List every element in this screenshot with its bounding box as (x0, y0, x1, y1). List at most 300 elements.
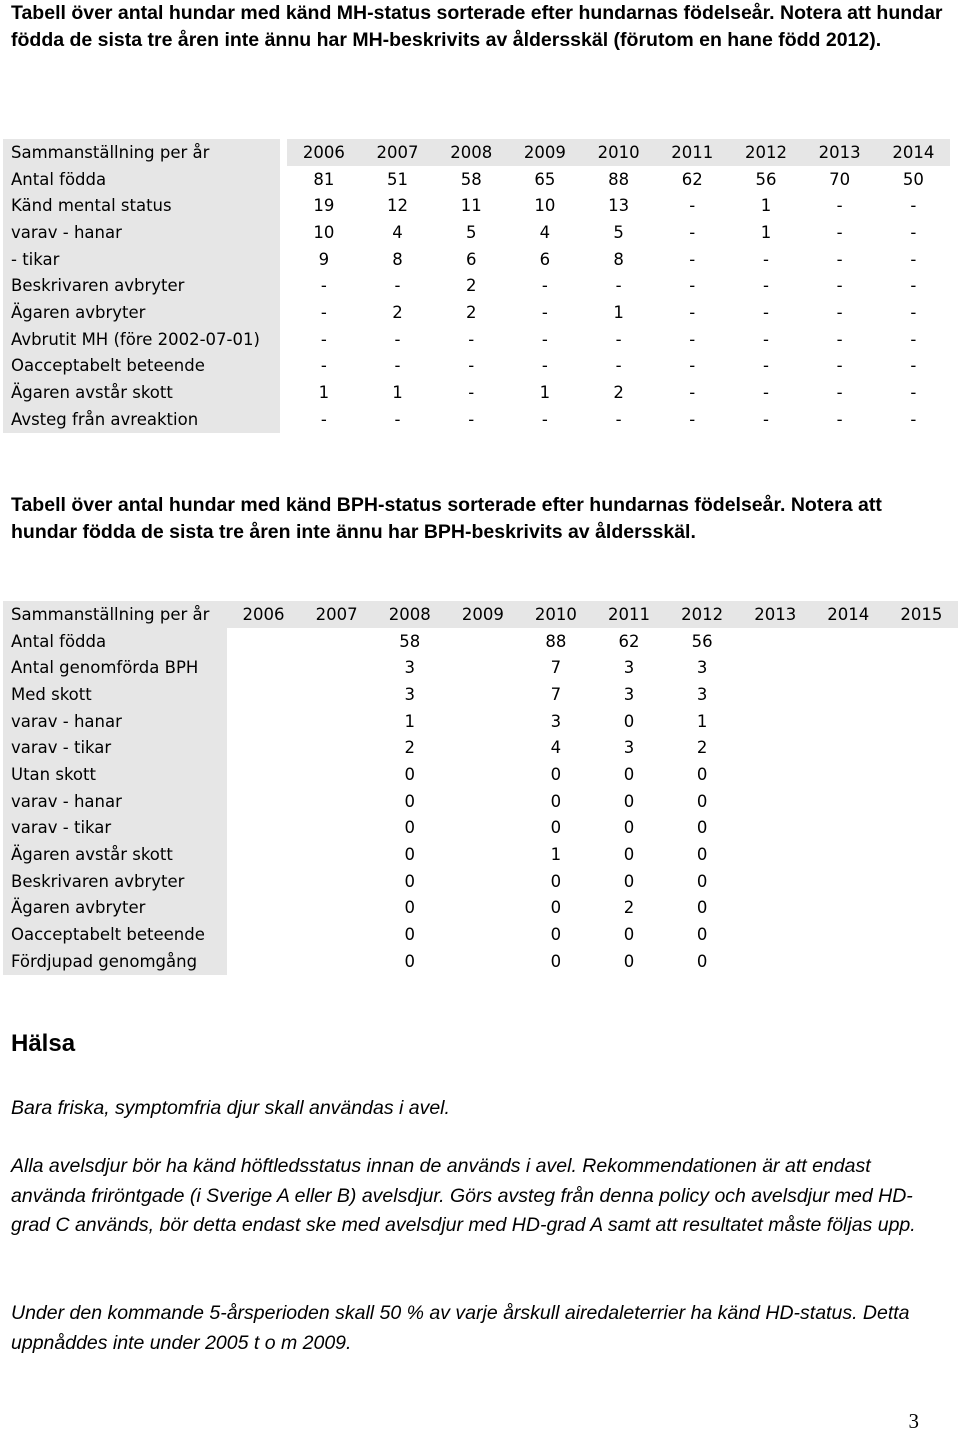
table-cell (812, 654, 885, 681)
row-gap (280, 246, 287, 273)
table-cell (739, 681, 812, 708)
table-cell (446, 815, 519, 842)
table-cell: - (910, 302, 917, 322)
table-cell: - (689, 329, 696, 349)
table-cell: - (762, 302, 769, 322)
table-cell: - (910, 356, 917, 376)
table-cell: - (762, 329, 769, 349)
row-label: varav - tikar (3, 734, 227, 761)
table-cell (885, 708, 958, 735)
row-label: Beskrivaren avbryter (3, 272, 280, 299)
table-cell: - (910, 383, 917, 403)
row-gap (280, 353, 287, 380)
table-cell: 5 (613, 222, 624, 242)
table-cell: 0 (623, 845, 635, 865)
table-cell (885, 895, 958, 922)
row-gap (280, 326, 287, 353)
table-cell: 0 (623, 764, 635, 784)
table-cell: - (541, 276, 548, 296)
table-cell: 10 (313, 222, 335, 242)
row-label: Antal födda (3, 166, 280, 193)
table-row (3, 379, 950, 406)
bph-table-heading: Tabell över antal hundar med känd BPH-status sorterade efter hundarnas födelseår. Notera att hundar födda de sista tre åren inte ännu har BPH-beskrivits av åldersskäl. (11, 494, 882, 543)
table-cell: 2 (613, 383, 624, 403)
table-cell: 0 (550, 791, 562, 811)
table-cell: 0 (623, 711, 635, 731)
table-cell: - (762, 249, 769, 269)
year-header: 2012 (729, 139, 803, 166)
table-cell (446, 841, 519, 868)
table-cell: 56 (755, 169, 777, 189)
table-cell: 62 (618, 631, 640, 651)
table-cell: 1 (696, 711, 708, 731)
table-cell: 3 (550, 711, 562, 731)
table-cell (300, 654, 373, 681)
table-cell: 0 (404, 871, 415, 891)
table-cell: 3 (623, 738, 635, 758)
row-label: Känd mental status (3, 192, 280, 219)
table-cell (739, 654, 812, 681)
table-cell (739, 734, 812, 761)
table-cell (300, 868, 373, 895)
table-row (3, 841, 958, 868)
table-cell: 3 (623, 684, 635, 704)
table-cell (227, 734, 300, 761)
table-cell: 3 (404, 684, 415, 704)
table-cell: 0 (550, 951, 562, 971)
table-cell: 1 (550, 845, 562, 865)
table-cell: - (910, 409, 917, 429)
row-label: Antal genomförda BPH (3, 654, 227, 681)
table-cell (300, 734, 373, 761)
table-cell: 0 (696, 791, 708, 811)
table-cell (300, 761, 373, 788)
table-cell: - (689, 302, 696, 322)
row-gap (280, 379, 287, 406)
table-cell (812, 761, 885, 788)
page-number: 3 (908, 1409, 919, 1433)
mh-status-table (3, 139, 950, 433)
table-cell: - (910, 329, 917, 349)
table-cell: - (910, 222, 917, 242)
table-cell: - (836, 249, 843, 269)
table-cell: 1 (318, 383, 330, 403)
table-cell (885, 761, 958, 788)
row-label: Fördjupad genomgång (3, 948, 227, 975)
table-cell (812, 895, 885, 922)
row-label: Antal födda (3, 628, 227, 655)
table-cell: - (836, 196, 843, 216)
table-cell: 51 (387, 169, 409, 189)
table-cell (227, 654, 300, 681)
table-cell (739, 921, 812, 948)
table-cell: 0 (623, 818, 635, 838)
table-cell (885, 681, 958, 708)
table-cell: 0 (696, 764, 708, 784)
row-label: varav - tikar (3, 815, 227, 842)
table-cell (446, 654, 519, 681)
table-cell (300, 681, 373, 708)
table-cell: 0 (404, 951, 415, 971)
table-cell: - (615, 276, 622, 296)
table-cell (446, 628, 519, 655)
table-cell: 19 (313, 196, 335, 216)
table-cell (227, 761, 300, 788)
table-row (3, 708, 958, 735)
year-header: 2012 (666, 601, 739, 628)
table-row (3, 654, 958, 681)
table-cell: 9 (318, 249, 330, 269)
table-row (3, 868, 958, 895)
table-row (3, 326, 950, 353)
table-cell (812, 868, 885, 895)
table-cell (812, 734, 885, 761)
year-header: 2006 (227, 601, 300, 628)
table-cell (227, 708, 300, 735)
table-cell: - (394, 356, 401, 376)
year-header: 2007 (361, 139, 435, 166)
table-cell: 6 (465, 249, 477, 269)
table-cell: 88 (545, 631, 567, 651)
row-label: Med skott (3, 681, 227, 708)
row-gap (280, 406, 287, 433)
table-cell: 0 (550, 925, 562, 945)
table-cell (446, 948, 519, 975)
table-cell: 0 (404, 764, 415, 784)
table-cell: - (541, 409, 548, 429)
table-cell: - (320, 409, 327, 429)
table-cell (885, 815, 958, 842)
table-cell: 13 (608, 196, 630, 216)
table-cell (227, 868, 300, 895)
table-cell: 0 (696, 845, 708, 865)
table-cell (227, 788, 300, 815)
table-cell (300, 921, 373, 948)
table-cell: - (615, 409, 622, 429)
table-cell: 56 (691, 631, 713, 651)
table-cell (885, 734, 958, 761)
row-label: Oacceptabelt beteende (3, 353, 280, 380)
row-label: Ägaren avstår skott (3, 379, 280, 406)
table-cell: 3 (696, 658, 708, 678)
table-cell: 81 (313, 169, 335, 189)
table-cell (446, 708, 519, 735)
table-cell: - (394, 329, 401, 349)
halsa-paragraph: Bara friska, symptomfria djur skall användas i avel. (11, 1097, 450, 1119)
table-cell: 7 (550, 658, 562, 678)
table-cell: 0 (696, 898, 708, 918)
table-cell: 10 (534, 196, 556, 216)
table-cell: 0 (623, 925, 635, 945)
header-gap (280, 139, 287, 166)
row-label: varav - hanar (3, 708, 227, 735)
table-cell (300, 788, 373, 815)
row-label: Ägaren avbryter (3, 299, 280, 326)
table-cell (812, 841, 885, 868)
table-cell: 12 (387, 196, 409, 216)
table-cell: - (910, 196, 917, 216)
table-cell: 8 (613, 249, 624, 269)
table-cell: 11 (460, 196, 482, 216)
year-header: 2015 (885, 601, 958, 628)
table-cell: - (468, 409, 475, 429)
row-gap (280, 192, 287, 219)
year-header: 2014 (877, 139, 951, 166)
row-label: varav - hanar (3, 219, 280, 246)
table-cell (227, 895, 300, 922)
table-cell: - (910, 249, 917, 269)
table-cell: 50 (902, 169, 924, 189)
table-cell (300, 815, 373, 842)
table-row (3, 246, 950, 273)
year-header: 2006 (287, 139, 361, 166)
table-cell (885, 948, 958, 975)
row-label: Beskrivaren avbryter (3, 868, 227, 895)
table-cell: 0 (550, 871, 562, 891)
table-cell (739, 895, 812, 922)
row-label: Utan skott (3, 761, 227, 788)
table-cell: 0 (696, 951, 708, 971)
table-cell: 70 (829, 169, 851, 189)
table-cell (300, 895, 373, 922)
table-cell: 2 (392, 302, 403, 322)
table-cell (885, 868, 958, 895)
table-cell: 3 (404, 658, 415, 678)
table-cell: 0 (404, 845, 415, 865)
row-label: Ägaren avstår skott (3, 841, 227, 868)
year-header: 2008 (434, 139, 508, 166)
year-header: 2011 (655, 139, 729, 166)
row-label: varav - hanar (3, 788, 227, 815)
table-cell: 4 (392, 222, 403, 242)
table-cell: - (689, 409, 696, 429)
table-cell: - (541, 302, 548, 322)
table-cell (446, 761, 519, 788)
year-header: 2013 (739, 601, 812, 628)
year-header: 2009 (446, 601, 519, 628)
table-cell (739, 628, 812, 655)
table-row (3, 219, 950, 246)
header-label: Sammanställning per år (3, 139, 280, 166)
table-row (3, 192, 950, 219)
table-cell (446, 921, 519, 948)
table-cell: 88 (608, 169, 630, 189)
table-row (3, 166, 950, 193)
table-cell: 0 (404, 898, 415, 918)
table-cell: - (541, 356, 548, 376)
table-cell: - (468, 383, 475, 403)
table-header-row (3, 139, 950, 166)
halsa-paragraph: Under den kommande 5-årsperioden skall 50 % av varje årskull airedaleterrier ha känd HD-status. Detta uppnåddes inte under 2005 t o m 2009. (11, 1302, 910, 1354)
table-cell: - (689, 249, 696, 269)
row-gap (280, 299, 287, 326)
table-cell (446, 681, 519, 708)
table-cell: - (836, 302, 843, 322)
table-cell: 1 (760, 196, 772, 216)
table-cell: - (762, 276, 769, 296)
table-cell (885, 921, 958, 948)
table-cell (812, 708, 885, 735)
table-row (3, 734, 958, 761)
year-header: 2009 (508, 139, 582, 166)
table-cell: - (394, 409, 401, 429)
table-cell: 1 (539, 383, 551, 403)
table-cell: 4 (550, 738, 562, 758)
table-cell (227, 815, 300, 842)
year-header: 2007 (300, 601, 373, 628)
table-cell: 0 (404, 818, 415, 838)
table-cell (446, 895, 519, 922)
table-cell: - (394, 276, 401, 296)
table-cell: - (762, 356, 769, 376)
table-cell: 0 (696, 871, 708, 891)
table-cell: - (836, 409, 843, 429)
table-cell: 2 (623, 898, 635, 918)
table-cell (812, 948, 885, 975)
table-cell (739, 761, 812, 788)
table-cell (739, 841, 812, 868)
table-row (3, 895, 958, 922)
row-label: Ägaren avbryter (3, 895, 227, 922)
table-cell: 0 (623, 791, 635, 811)
table-cell (885, 628, 958, 655)
table-cell: - (910, 276, 917, 296)
table-cell (300, 841, 373, 868)
table-cell: - (541, 329, 548, 349)
row-label: Oacceptabelt beteende (3, 921, 227, 948)
table-cell (227, 948, 300, 975)
table-row (3, 272, 950, 299)
table-cell: 0 (623, 871, 635, 891)
table-cell: 58 (460, 169, 482, 189)
table-row (3, 815, 958, 842)
header-label: Sammanställning per år (3, 601, 227, 628)
table-cell: 2 (404, 738, 415, 758)
table-cell: 1 (404, 711, 415, 731)
table-cell (812, 921, 885, 948)
row-label: Avbrutit MH (före 2002-07-01) (3, 326, 280, 353)
table-cell: 2 (465, 302, 477, 322)
year-header: 2013 (803, 139, 877, 166)
section-title-halsa: Hälsa (11, 1030, 76, 1057)
table-cell: - (836, 329, 843, 349)
table-cell: - (836, 222, 843, 242)
row-label: - tikar (3, 246, 280, 273)
table-cell: 1 (760, 222, 772, 242)
table-cell: 0 (696, 925, 708, 945)
mh-table-heading: Tabell över antal hundar med känd MH-status sorterade efter hundarnas födelseår. Notera att hundar födda de sista tre åren inte ännu har MH-beskrivits av åldersskäl (förutom en hane född 2012). (11, 2, 943, 51)
table-cell: - (689, 196, 696, 216)
table-cell (739, 948, 812, 975)
row-label: Avsteg från avreaktion (3, 406, 280, 433)
table-row (3, 681, 958, 708)
table-cell: 0 (404, 791, 415, 811)
table-cell (739, 788, 812, 815)
table-row (3, 353, 950, 380)
table-row (3, 628, 958, 655)
table-cell: 3 (696, 684, 708, 704)
table-cell: - (615, 329, 622, 349)
table-cell: - (320, 302, 327, 322)
halsa-paragraph: Alla avelsdjur bör ha känd höftledsstatus innan de används i avel. Rekommendationen är att endast använda friröntgade (i Sverige A eller B) avelsdjur. Görs avsteg från denna policy och avelsdjur med HD-grad C används, bör detta endast ske med avelsdjur med HD-grad A samt att resultatet måste följas upp. (11, 1155, 916, 1236)
table-cell: 0 (404, 925, 415, 945)
row-gap (280, 166, 287, 193)
table-cell: - (689, 383, 696, 403)
bph-status-table (3, 601, 958, 975)
table-cell (739, 868, 812, 895)
table-cell: - (689, 276, 696, 296)
row-gap (280, 272, 287, 299)
table-cell (739, 708, 812, 735)
table-cell: 3 (623, 658, 635, 678)
table-cell (227, 628, 300, 655)
table-cell (812, 815, 885, 842)
table-cell: 2 (465, 276, 477, 296)
table-cell: - (320, 356, 327, 376)
table-cell: 2 (696, 738, 708, 758)
table-cell (812, 788, 885, 815)
table-row (3, 921, 958, 948)
table-cell: - (762, 383, 769, 403)
table-cell: - (689, 356, 696, 376)
table-cell: - (836, 276, 843, 296)
table-cell: 4 (539, 222, 551, 242)
table-cell: - (836, 383, 843, 403)
table-cell: - (320, 329, 327, 349)
table-cell: 5 (465, 222, 477, 242)
table-cell (885, 788, 958, 815)
table-cell: - (689, 222, 696, 242)
table-header-row (3, 601, 958, 628)
table-cell: 1 (392, 383, 403, 403)
table-cell (300, 948, 373, 975)
table-cell: 0 (696, 818, 708, 838)
table-row (3, 761, 958, 788)
table-cell: - (836, 356, 843, 376)
table-cell (739, 815, 812, 842)
table-cell: - (615, 356, 622, 376)
table-cell (227, 841, 300, 868)
table-cell (812, 628, 885, 655)
table-row (3, 406, 950, 433)
table-cell (300, 628, 373, 655)
table-cell (227, 921, 300, 948)
year-header: 2008 (373, 601, 446, 628)
table-cell: 0 (550, 764, 562, 784)
table-cell (227, 681, 300, 708)
table-cell (885, 841, 958, 868)
table-row (3, 788, 958, 815)
table-cell: 62 (681, 169, 703, 189)
year-header: 2011 (592, 601, 665, 628)
table-cell: 65 (534, 169, 556, 189)
table-cell: 7 (550, 684, 562, 704)
table-cell: - (468, 356, 475, 376)
year-header: 2010 (519, 601, 592, 628)
table-cell: 8 (392, 249, 403, 269)
table-row (3, 948, 958, 975)
table-cell: - (468, 329, 475, 349)
table-cell (300, 708, 373, 735)
table-cell (812, 681, 885, 708)
year-header: 2010 (582, 139, 656, 166)
table-cell: 6 (539, 249, 551, 269)
table-cell (446, 734, 519, 761)
table-cell: - (320, 276, 327, 296)
table-cell: 0 (623, 951, 635, 971)
table-cell: 58 (399, 631, 421, 651)
table-cell: 1 (613, 302, 624, 322)
